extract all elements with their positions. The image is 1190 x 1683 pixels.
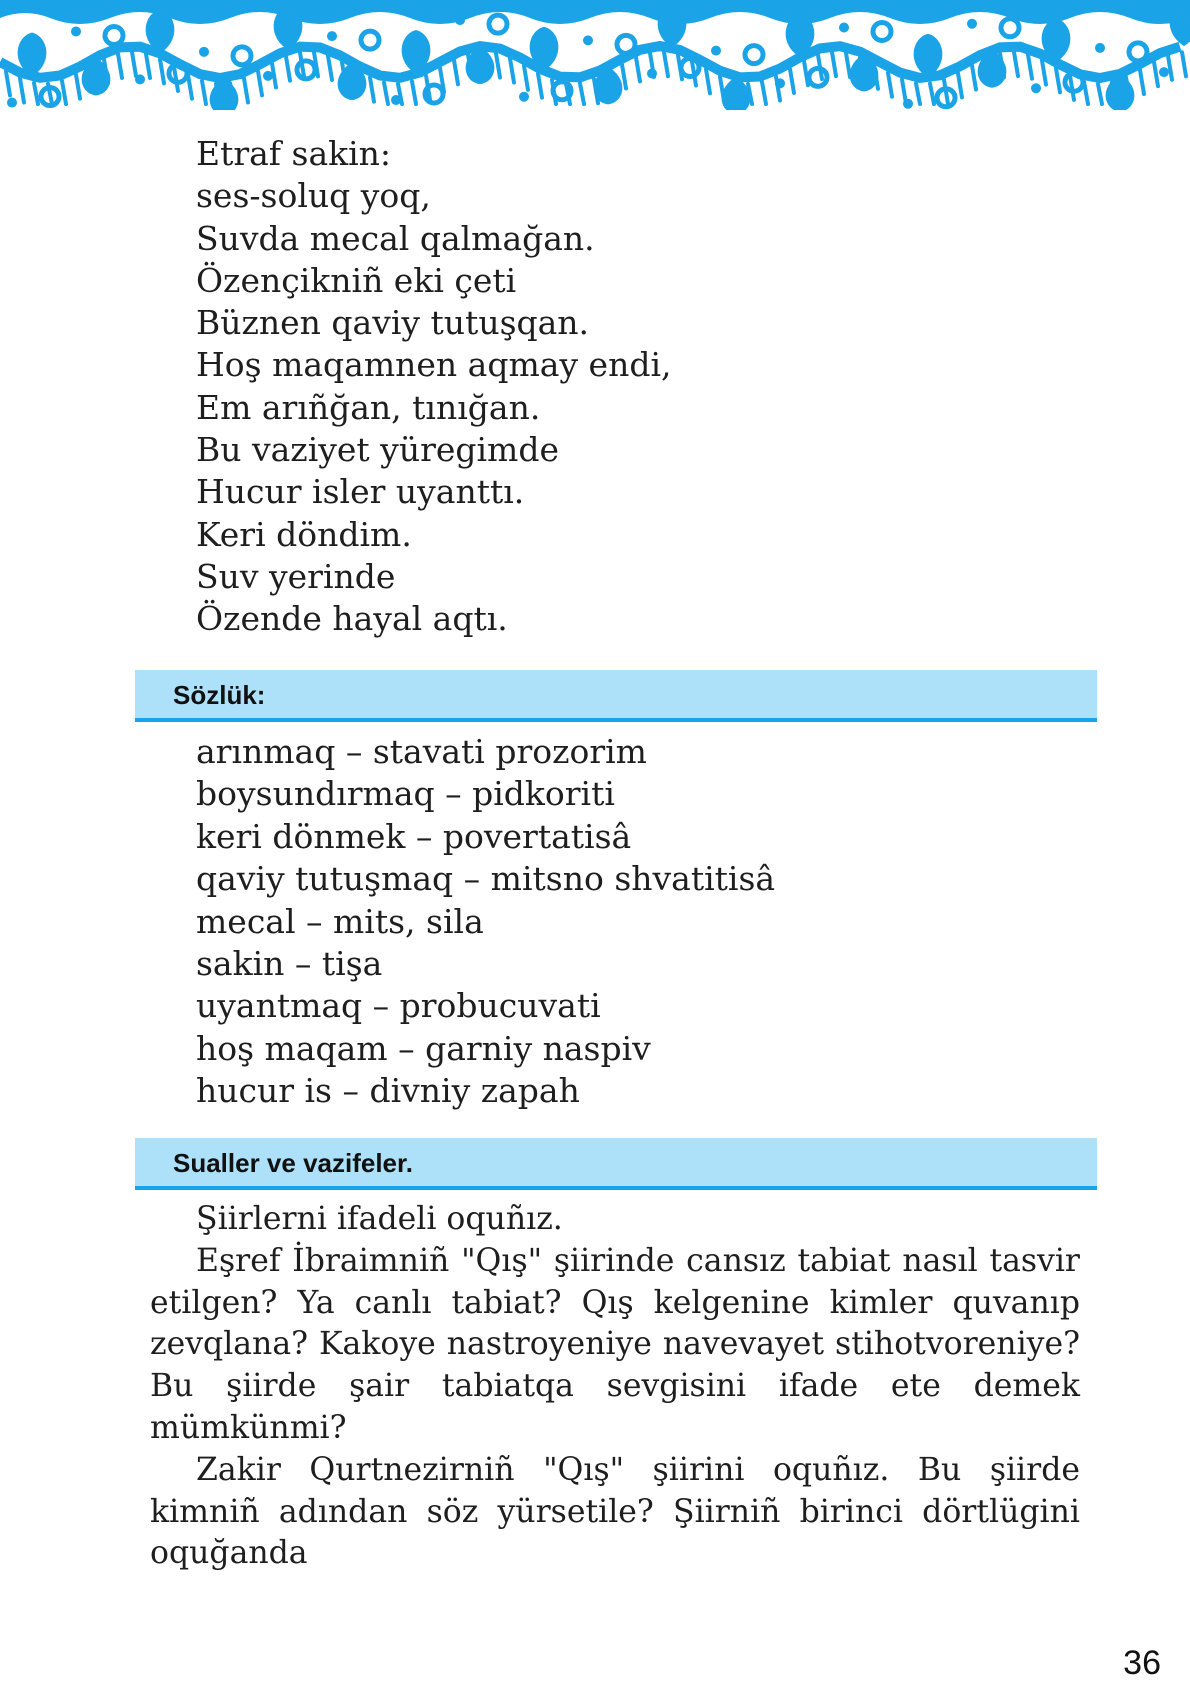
ornament-motif bbox=[489, 15, 507, 33]
ornament-motif bbox=[846, 53, 850, 77]
ornament-motif bbox=[745, 46, 763, 64]
ornament-motif bbox=[7, 98, 17, 108]
ornament-motif bbox=[105, 26, 123, 44]
ornament-motif bbox=[1042, 61, 1046, 85]
dictionary-entry: arınmaq – stavati prozorim bbox=[196, 732, 647, 771]
tasks-text bbox=[150, 1199, 1080, 1575]
dictionary-heading: Sözlük: bbox=[173, 680, 266, 710]
ornament-motif bbox=[361, 31, 379, 49]
ornament-motif bbox=[720, 77, 724, 101]
ornament-motif bbox=[118, 54, 122, 78]
ornament-motif bbox=[71, 26, 81, 36]
ornament-motif bbox=[202, 81, 206, 104]
ornament-motif bbox=[873, 23, 891, 41]
ornament-motif bbox=[258, 71, 262, 95]
floral-border-ornament bbox=[0, 0, 1190, 110]
ornament-motif bbox=[160, 59, 164, 83]
ornament-motif bbox=[6, 71, 10, 95]
ornament-motif bbox=[711, 46, 721, 56]
ornament-motif bbox=[678, 55, 682, 79]
ornament-motif bbox=[1056, 68, 1060, 92]
ornament-motif bbox=[370, 78, 374, 102]
ornament-motif bbox=[972, 66, 976, 90]
ornament-motif bbox=[622, 64, 626, 88]
ornament-motif bbox=[1084, 82, 1088, 104]
poem-line: Suvda mecal qalmağan. bbox=[196, 218, 595, 258]
task-paragraph: Zakir Qurtnezirniñ "Qış" şiirini oquñız. Bu şiirde kimniñ adından söz yürsetile? Şiirniñ birinci dörtlügini oquğanda bbox=[150, 1451, 1080, 1572]
ornament-motif bbox=[832, 52, 836, 76]
poem-line: Bu vaziyet yüregimde bbox=[196, 430, 559, 470]
ornament-motif bbox=[76, 75, 80, 99]
ornament-motif bbox=[328, 56, 332, 80]
ornament-motif bbox=[1129, 43, 1147, 61]
ornament-motif bbox=[519, 92, 529, 102]
ornament-motif bbox=[617, 35, 635, 53]
ornament-motif bbox=[297, 61, 315, 79]
dictionary-entry: keri dönmek – povertatisâ bbox=[196, 816, 632, 856]
ornament-motif bbox=[1159, 67, 1169, 77]
ornament-motif bbox=[146, 54, 150, 78]
ornament-motif bbox=[34, 83, 38, 104]
ornament-motif bbox=[583, 35, 593, 45]
ornament-motif bbox=[580, 83, 584, 104]
poem-line: Etraf sakin: bbox=[196, 134, 392, 173]
ornament-motif bbox=[930, 84, 934, 104]
ornament-motif bbox=[706, 69, 710, 93]
ornament-motif bbox=[286, 57, 290, 81]
ornament-motif bbox=[496, 53, 500, 77]
ornament-motif bbox=[692, 61, 696, 85]
ornament-motif bbox=[809, 68, 827, 86]
ornament-motif bbox=[454, 60, 458, 84]
ornament-motif bbox=[888, 73, 892, 97]
ornament-motif bbox=[1140, 70, 1144, 94]
poem-line: Keri döndim. bbox=[196, 514, 412, 554]
ornament-motif bbox=[510, 59, 514, 83]
poem-line: Em arıñğan, tınığan. bbox=[196, 387, 541, 427]
poem-line: Suv yerinde bbox=[196, 556, 396, 596]
dictionary-list bbox=[196, 731, 775, 1113]
tasks-header-band bbox=[135, 1138, 1097, 1190]
ornament-motif bbox=[1014, 52, 1018, 76]
dictionary-header-band bbox=[135, 670, 1097, 722]
ornament-motif bbox=[818, 55, 822, 79]
ornament-motif bbox=[132, 52, 136, 76]
ornament-motif bbox=[681, 59, 699, 77]
ornament-motif bbox=[1182, 52, 1186, 76]
ornament-motif bbox=[524, 66, 528, 90]
ornament-motif bbox=[199, 47, 209, 57]
ornament-motif bbox=[636, 57, 640, 81]
dictionary-entry: boysundırmaq – pidkoriti bbox=[196, 774, 615, 814]
ornament-motif bbox=[902, 79, 906, 103]
ornament-motif bbox=[762, 82, 766, 104]
ornament-motif bbox=[839, 23, 849, 33]
ornament-motif bbox=[958, 73, 962, 97]
ornament-motif bbox=[233, 47, 251, 65]
ornament-motif bbox=[62, 81, 66, 104]
task-paragraph: Şiirlerni ifadeli oquñız. bbox=[196, 1201, 563, 1237]
dictionary-entry: sakin – tişa bbox=[196, 944, 383, 984]
ornament-motif bbox=[1154, 62, 1158, 86]
dictionary-entry: qaviy tutuşmaq – mitsno shvatitisâ bbox=[196, 859, 776, 899]
ornament-motif bbox=[300, 53, 304, 77]
ornament-motif bbox=[1031, 83, 1041, 93]
poem-line: Hucur isler uyanttı. bbox=[196, 472, 525, 512]
ornament-motif bbox=[1095, 43, 1105, 53]
poem-line: Hoş maqamnen aqmay endi, bbox=[196, 345, 672, 385]
tasks-heading: Sualler ve vazifeler. bbox=[173, 1148, 413, 1178]
ornament-motif bbox=[1070, 76, 1074, 100]
dictionary-entry: uyantmaq – probucuvati bbox=[196, 986, 601, 1026]
ornament-motif bbox=[20, 78, 24, 102]
poem-line: Büznen qaviy tutuşqan. bbox=[196, 303, 590, 343]
ornament-motif bbox=[327, 31, 337, 41]
ornament-motif bbox=[1001, 19, 1019, 37]
ornament-motif bbox=[538, 74, 542, 98]
poem bbox=[196, 133, 672, 641]
ornament-motif bbox=[174, 67, 178, 91]
ornament-motif bbox=[412, 81, 416, 104]
ornament-motif bbox=[272, 63, 276, 87]
ornament-motif bbox=[664, 52, 668, 76]
ornament-motif bbox=[1098, 84, 1102, 104]
task-paragraph: Eşref İbraimniñ "Qış" şiirinde cansız tabiat nasıl tasvir etilgen? Ya canlı tabiat? Qış kelgenine kimler quvanıp zevqlana? Kakoye nastroyeniye navevayet stihotvoreniye? Bu şiirde şair tabiatqa sevgisini ifade ete demek mümkünmi? bbox=[150, 1242, 1080, 1446]
ornament-motif bbox=[244, 78, 248, 102]
poem-line: ses-soluq yoq, bbox=[196, 176, 431, 216]
ornament-motif bbox=[384, 83, 388, 104]
ornament-motif bbox=[1028, 55, 1032, 79]
dictionary-entry: mecal – mits, sila bbox=[196, 901, 484, 941]
dictionary-entry: hoş maqam – garniy naspiv bbox=[196, 1028, 651, 1068]
ornament-motif bbox=[1168, 56, 1172, 80]
ornament-motif bbox=[967, 19, 977, 29]
dictionary-entry: hucur is – divniy zapah bbox=[196, 1071, 580, 1111]
ornament-motif bbox=[944, 80, 948, 104]
ornament-motif bbox=[790, 69, 794, 93]
poem-line: Özende hayal aqtı. bbox=[196, 599, 508, 639]
poem-line: Özençikniñ eki çeti bbox=[196, 260, 517, 300]
ornament-motif bbox=[455, 15, 465, 25]
ornament-motif bbox=[804, 61, 808, 85]
ornament-motif bbox=[916, 83, 920, 104]
ornament-motif bbox=[188, 75, 192, 99]
page-number: 36 bbox=[1123, 1644, 1161, 1682]
